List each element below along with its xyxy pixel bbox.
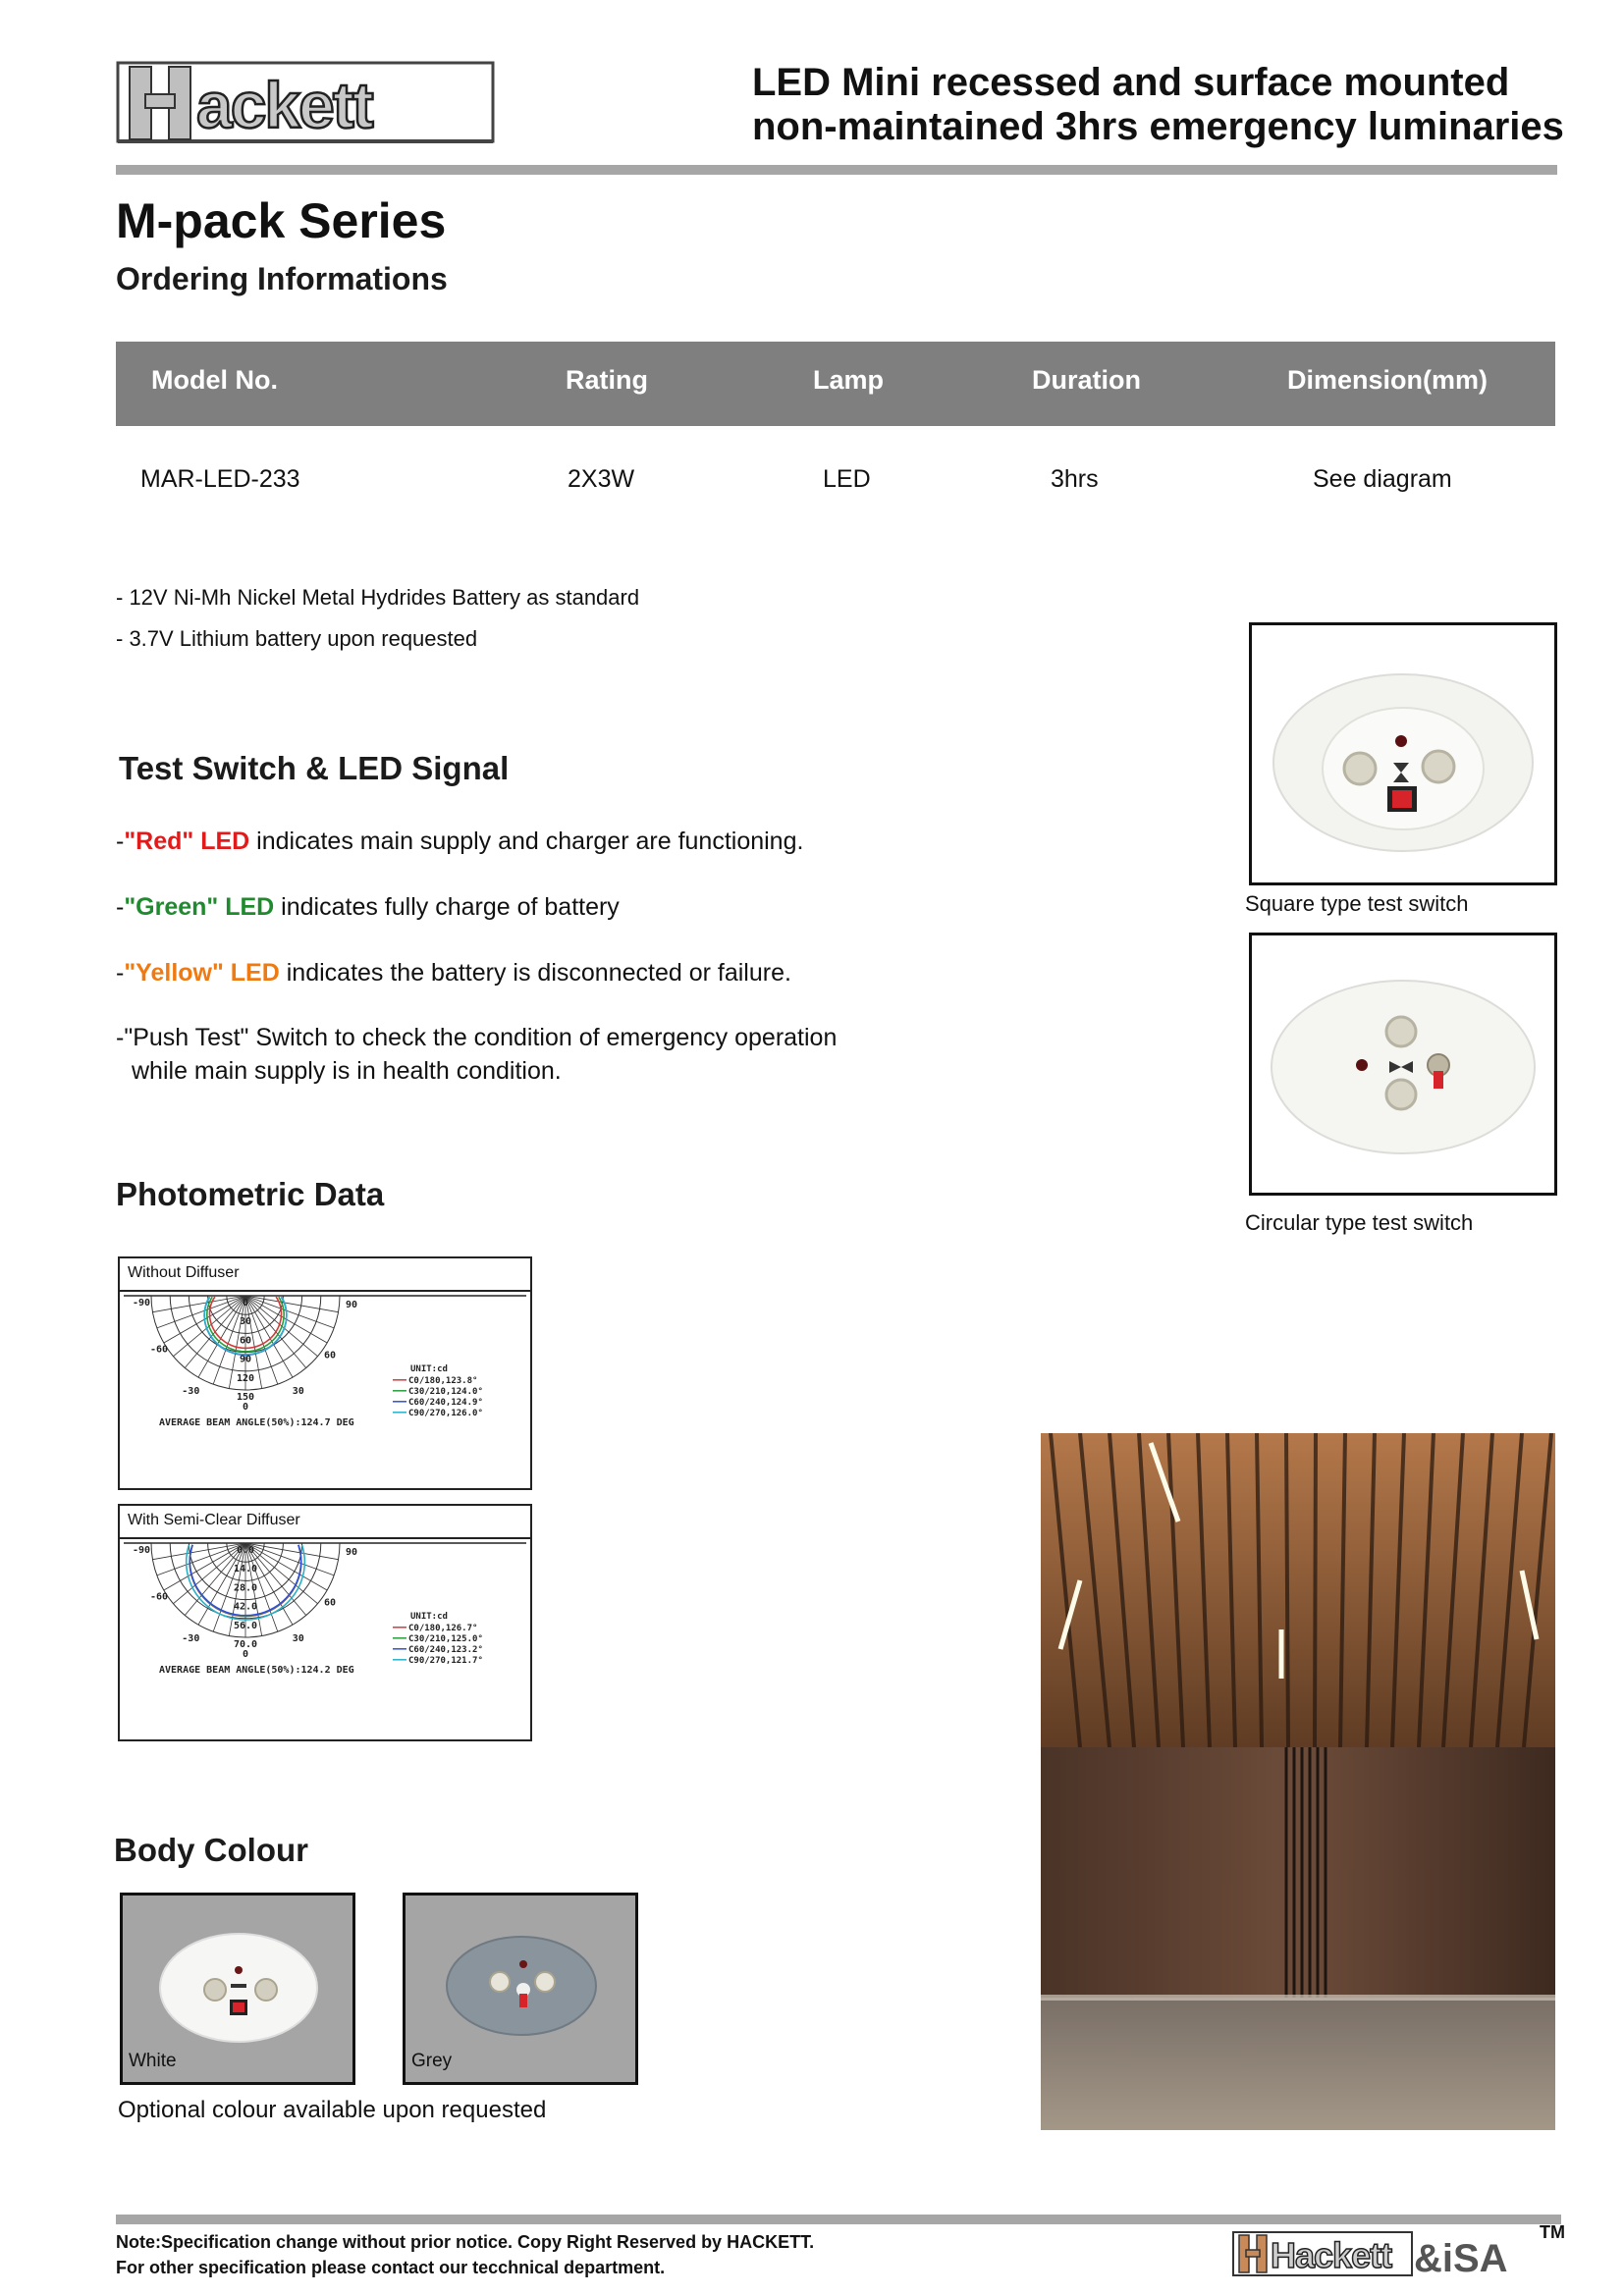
cell-lamp: LED (823, 465, 871, 493)
angle-label: 0 (242, 1402, 249, 1413)
header-divider (116, 165, 1557, 175)
white-swatch (120, 1893, 355, 2085)
radial-label: 28.0 (233, 1582, 258, 1594)
angle-label: -90 (132, 1298, 151, 1308)
legend-entry: C0/180,126.7° (408, 1623, 478, 1633)
grey-swatch (403, 1893, 638, 2085)
angle-label: 90 (345, 1547, 358, 1558)
unit-label: UNIT:cd (410, 1611, 448, 1622)
footer-note-1: Note:Specification change without prior notice. Copy Right Reserved by HACKETT. (116, 2232, 815, 2252)
battery-note-1: - 12V Ni-Mh Nickel Metal Hydrides Battery as standard (116, 585, 640, 610)
column-header-rating: Rating (566, 365, 648, 395)
cell-rating: 2X3W (568, 465, 635, 493)
angle-label: 30 (292, 1632, 304, 1644)
radial-label: 60 (239, 1335, 252, 1347)
chart-label: With Semi-Clear Diffuser (120, 1506, 530, 1539)
angle-label: -90 (132, 1545, 151, 1556)
interior-photo (1041, 1433, 1555, 2130)
radial-label: 42.0 (233, 1601, 258, 1613)
angle-label: -30 (182, 1632, 200, 1644)
green-led-text: indicates fully charge of battery (274, 893, 620, 921)
footer-logo (1231, 2226, 1536, 2283)
legend-entry: C30/210,125.0° (408, 1633, 483, 1644)
cell-model: MAR-LED-233 (140, 465, 300, 493)
grey-label: Grey (411, 2051, 453, 2071)
footer-divider (116, 2215, 1561, 2224)
footer-logo-amp: &iSA (1414, 2237, 1508, 2280)
push-test-line-2: while main supply is in health condition. (132, 1057, 562, 1085)
column-header-lamp: Lamp (813, 365, 885, 395)
legend-entry: C60/240,123.2° (408, 1644, 483, 1655)
green-led-label: "Green" LED (124, 893, 275, 921)
radial-label: 120 (236, 1372, 255, 1384)
beam-angle-label: AVERAGE BEAM ANGLE(50%):124.2 DEG (159, 1665, 354, 1676)
column-header-dimension: Dimension(mm) (1287, 365, 1489, 395)
chart-label: Without Diffuser (120, 1258, 530, 1292)
circular-switch-photo (1249, 933, 1557, 1196)
footer-note-2: For other specification please contact our tecchnical department. (116, 2258, 666, 2277)
white-label: White (129, 2051, 177, 2071)
photometric-chart-semi-clear-diffuser (118, 1504, 532, 1741)
radial-label: 0 (242, 1298, 249, 1308)
angle-label: 60 (323, 1350, 337, 1362)
polar-diagram (120, 1539, 530, 1743)
cell-duration: 3hrs (1051, 465, 1099, 493)
angle-label: -60 (149, 1344, 169, 1356)
ordering-title: Ordering Informations (116, 261, 448, 296)
angle-label: -60 (149, 1591, 169, 1603)
legend-entry: C0/180,123.8° (408, 1375, 478, 1386)
radial-label: 90 (239, 1354, 252, 1365)
yellow-led-text: indicates the battery is disconnected or failure. (279, 959, 791, 987)
angle-label: 0 (242, 1649, 249, 1660)
document-title (752, 61, 1577, 149)
legend-entry: C90/270,121.7° (408, 1655, 483, 1666)
footer-logo-text: Hackett (1271, 2235, 1392, 2275)
dash: - (116, 959, 125, 987)
svg-text:ackett: ackett (196, 69, 372, 141)
square-switch-photo (1249, 622, 1557, 885)
column-header-duration: Duration (1032, 365, 1141, 395)
green-led-line (116, 890, 620, 924)
dash: - (116, 828, 125, 855)
radial-label: 30 (239, 1316, 252, 1328)
angle-label: 30 (292, 1385, 304, 1397)
radial-label: 56.0 (233, 1620, 258, 1631)
polar-diagram (120, 1292, 530, 1492)
dash: - (116, 893, 125, 921)
red-led-label: "Red" LED (124, 828, 250, 855)
angle-label: 90 (345, 1300, 358, 1310)
red-led-line (116, 825, 803, 858)
circular-switch-caption: Circular type test switch (1245, 1210, 1474, 1235)
radial-label: 150 (236, 1392, 255, 1403)
push-test-line-1: -"Push Test" Switch to check the condition of emergency operation (116, 1024, 838, 1051)
yellow-led-line (116, 956, 791, 989)
radial-label: 14.0 (233, 1564, 258, 1575)
test-switch-title: Test Switch & LED Signal (119, 750, 510, 786)
unit-label: UNIT:cd (410, 1363, 448, 1374)
beam-angle-label: AVERAGE BEAM ANGLE(50%):124.7 DEG (159, 1417, 354, 1428)
battery-note-2: - 3.7V Lithium battery upon requested (116, 626, 478, 651)
trademark: TM (1540, 2222, 1565, 2242)
red-led-text: indicates main supply and charger are functioning. (249, 828, 804, 855)
cell-dimension: See diagram (1313, 465, 1452, 493)
column-header-model: Model No. (151, 365, 278, 395)
radial-label: 0.0 (236, 1545, 255, 1556)
photometric-title: Photometric Data (116, 1176, 385, 1212)
radial-label: 70.0 (233, 1639, 258, 1650)
legend-entry: C90/270,126.0° (408, 1408, 483, 1418)
photometric-chart-without-diffuser (118, 1256, 532, 1490)
angle-label: 60 (323, 1597, 337, 1609)
angle-label: -30 (182, 1385, 200, 1397)
legend-entry: C60/240,124.9° (408, 1397, 483, 1408)
hackett-logo (116, 59, 495, 145)
legend-entry: C30/210,124.0° (408, 1386, 483, 1397)
square-switch-caption: Square type test switch (1245, 891, 1469, 916)
body-colour-title: Body Colour (114, 1832, 308, 1868)
title-line-2: non-maintained 3hrs emergency luminaries (752, 105, 1564, 148)
colour-note: Optional colour available upon requested (118, 2097, 547, 2123)
series-title: M-pack Series (116, 193, 447, 248)
title-line-1: LED Mini recessed and surface mounted (752, 61, 1510, 104)
yellow-led-label: "Yellow" LED (124, 959, 280, 987)
